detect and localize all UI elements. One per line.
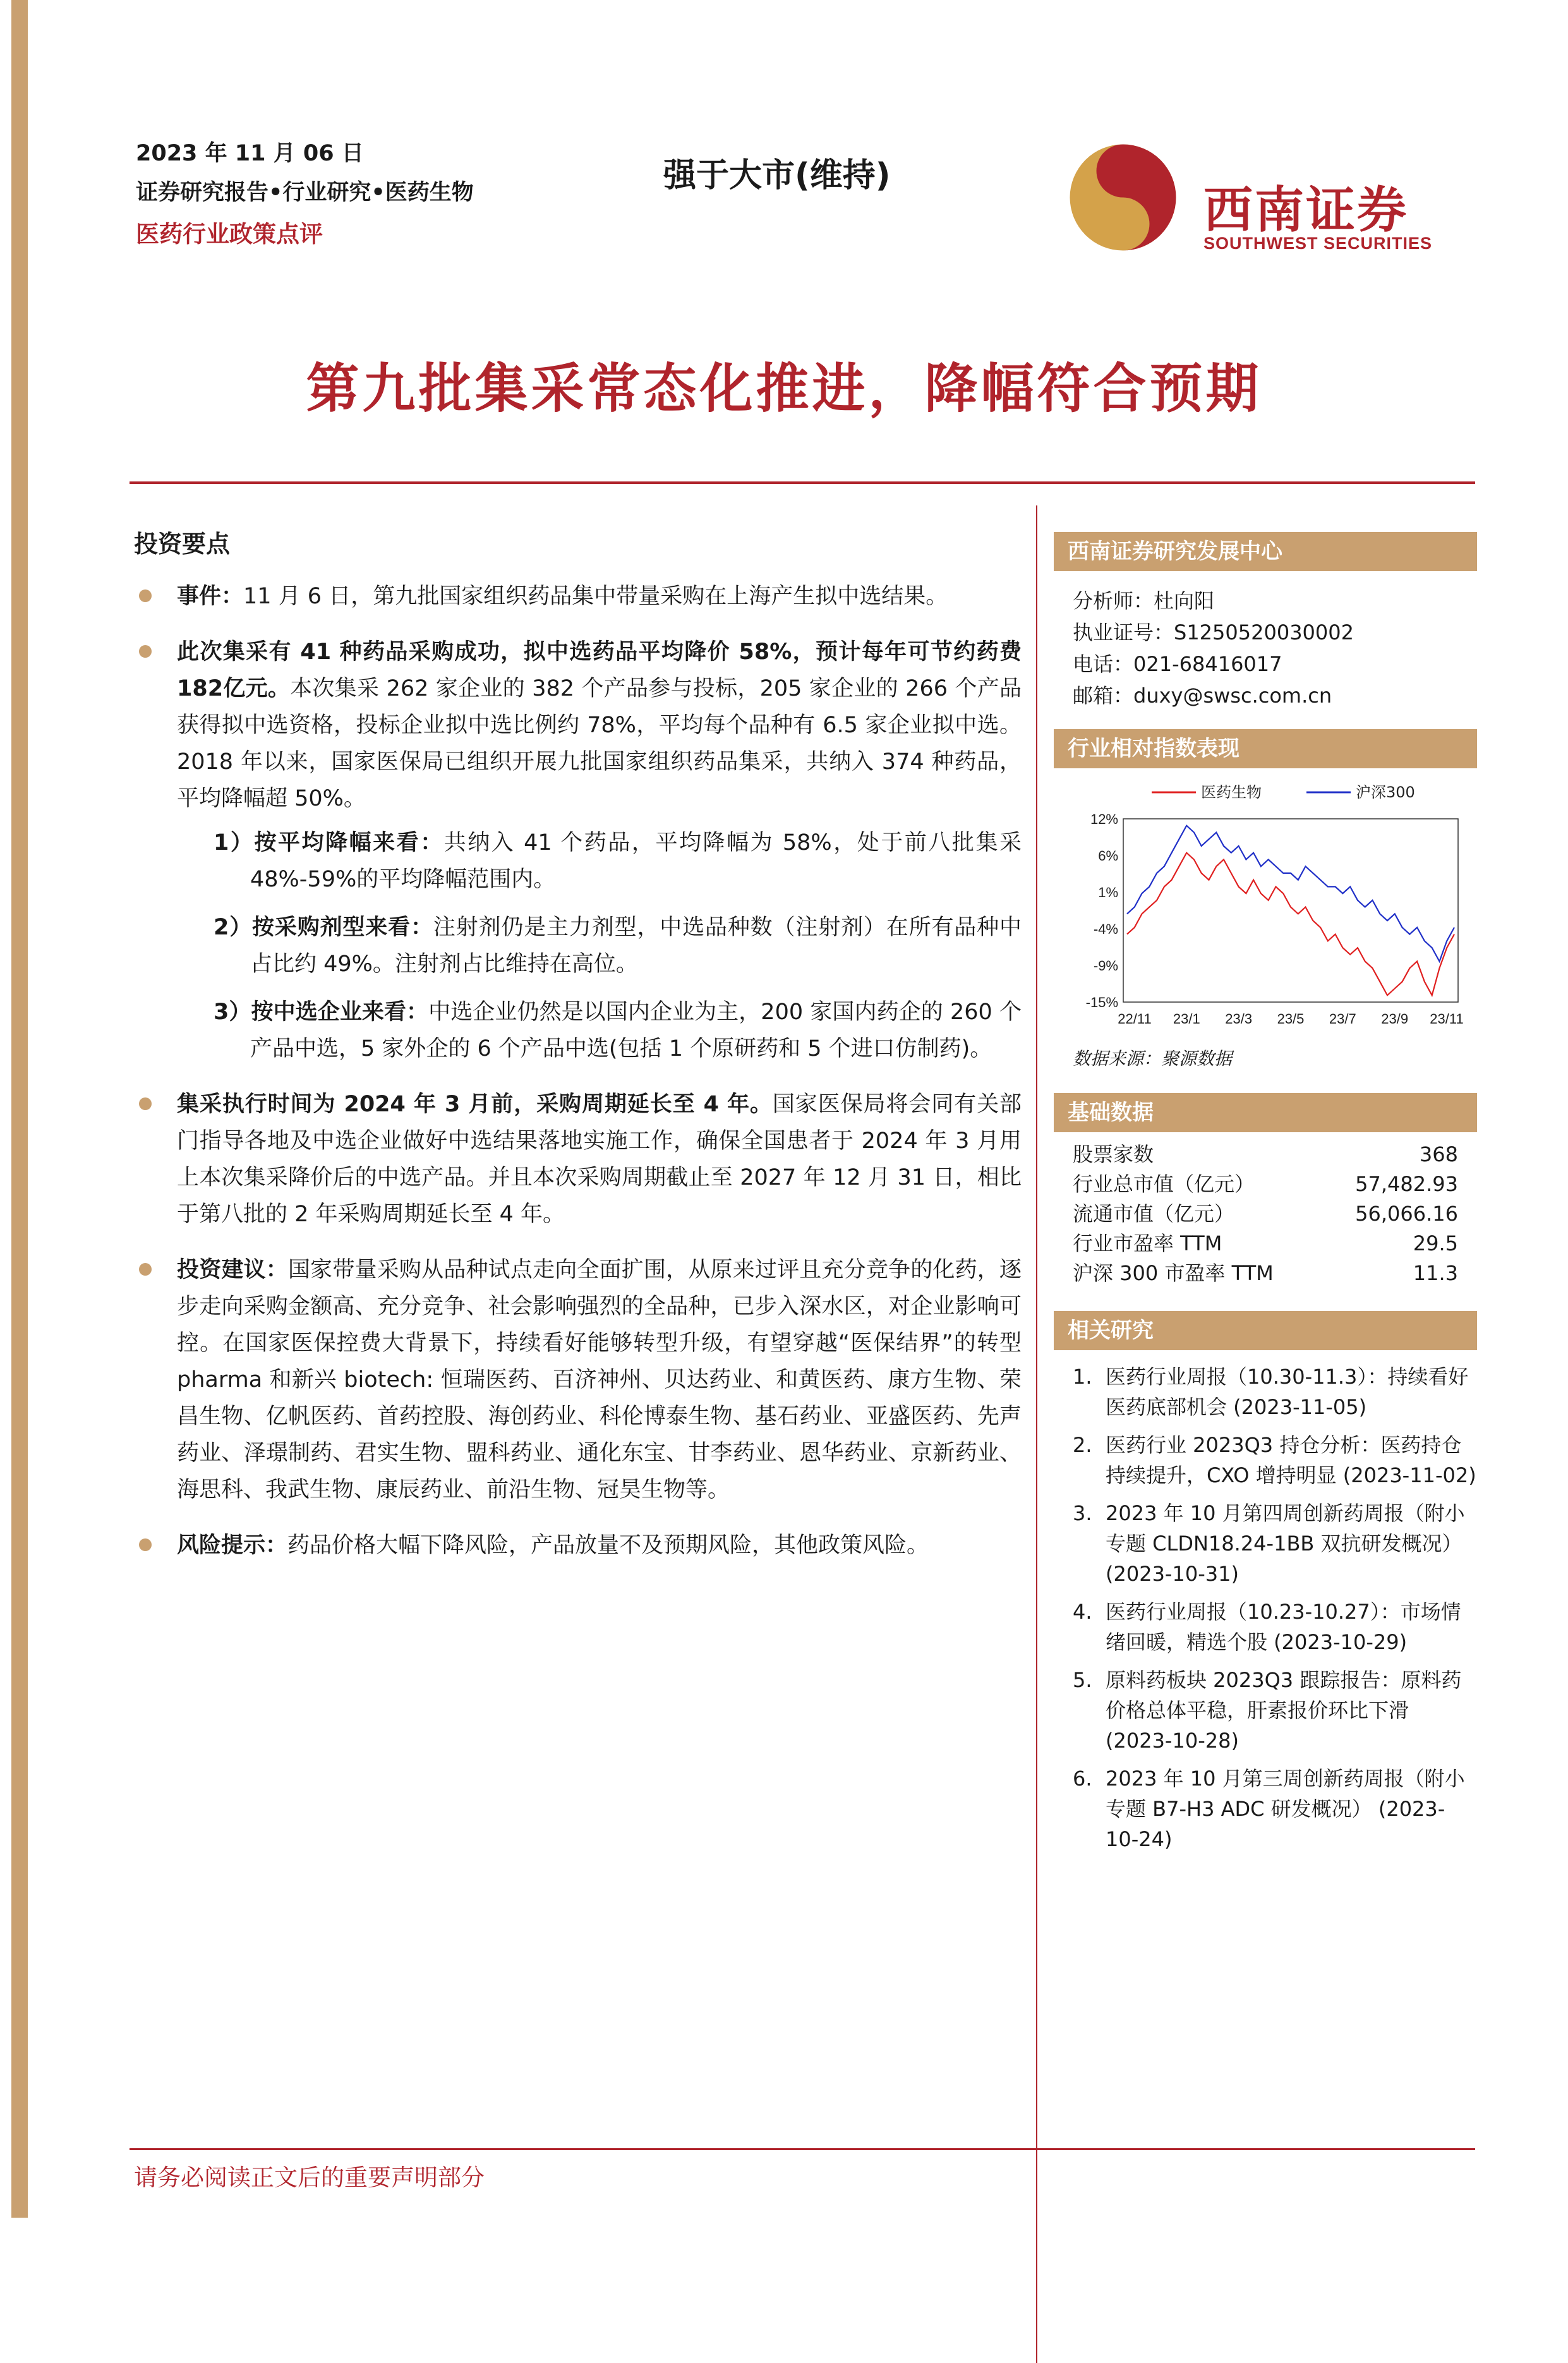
y-tick-label: 12%: [1090, 811, 1118, 827]
y-tick-label: 1%: [1098, 885, 1118, 900]
related-research-heading: 相关研究: [1054, 1311, 1477, 1350]
analyst-name: 分析师：杜向阳: [1073, 589, 1215, 613]
basic-value: 29.5: [1413, 1231, 1458, 1255]
x-tick-label: 23/3: [1225, 1011, 1253, 1027]
y-tick-label: -9%: [1093, 958, 1118, 974]
column-divider: [1036, 505, 1037, 2363]
left-accent-stripe: [11, 0, 28, 2218]
related-report-title: 2023 年 10 月第四周创新药周报（附小专题 CLDN18.24-1BB 双抗研发概况） (2023-10-31): [1106, 1501, 1465, 1586]
basic-value: 57,482.93: [1355, 1172, 1458, 1196]
sub-point-price-drop: [177, 825, 1022, 898]
series-line-hs300: [1127, 826, 1454, 962]
bullet-dot-icon: [139, 1538, 152, 1551]
series-line-pharma: [1127, 853, 1454, 996]
sub-text: 共纳入 41 个药品，平均降幅为 58%，处于前八批集采48%-59%的平均降幅范围内。: [250, 830, 1022, 892]
x-tick-label: 23/11: [1430, 1011, 1464, 1027]
basic-value: 11.3: [1413, 1261, 1458, 1285]
chart-plot-frame: [1123, 819, 1458, 1002]
phone: 电话：021-68416017: [1073, 652, 1282, 676]
basic-value: 368: [1419, 1142, 1458, 1166]
bullet-dot-icon: [139, 645, 152, 658]
footer-disclaimer: 请务必阅读正文后的重要声明部分: [134, 2164, 485, 2191]
bullet-label: 风险提示：: [177, 1533, 288, 1558]
bullet-procurement: [134, 634, 1022, 1067]
title-divider: [130, 481, 1475, 484]
y-tick-label: -4%: [1093, 921, 1118, 937]
basic-data-row: [1054, 1140, 1477, 1169]
related-report-number: 6.: [1073, 1767, 1092, 1791]
analyst-contact: [1054, 571, 1477, 711]
basic-data-row: [1054, 1259, 1477, 1288]
related-report-number: 2.: [1073, 1433, 1092, 1457]
x-tick-label: 23/9: [1381, 1011, 1409, 1027]
x-tick-label: 22/11: [1118, 1011, 1152, 1027]
sub-label: 3）按中选企业来看：: [214, 1000, 429, 1025]
sub-point-dosage-form: [177, 909, 1022, 982]
brand-logo-icon: [1068, 142, 1178, 253]
related-report-number: 1.: [1073, 1365, 1092, 1389]
summary-heading: 投资要点: [134, 530, 231, 558]
related-report-title: 原料药板块 2023Q3 跟踪报告：原料药价格总体平稳，肝素报价环比下滑 (2023-10-28): [1106, 1668, 1462, 1753]
legend-label: 医药生物: [1201, 783, 1262, 801]
brand-name-cn: 西南证券: [1203, 181, 1409, 239]
report-type: 医药行业政策点评: [136, 221, 323, 248]
related-report-number: 5.: [1073, 1668, 1092, 1692]
email-link[interactable]: 邮箱：duxy@swsc.com.cn: [1073, 684, 1332, 708]
sub-label: 1）按平均降幅来看：: [214, 830, 444, 855]
y-tick-label: 6%: [1098, 848, 1118, 864]
related-report-number: 4.: [1073, 1600, 1092, 1624]
brand-name-en: SOUTHWEST SECURITIES: [1203, 234, 1433, 253]
bullet-dot-icon: [139, 1263, 152, 1276]
legend-label: 沪深300: [1356, 783, 1415, 801]
bullet-dot-icon: [139, 589, 152, 602]
bullet-text: 药品价格大幅下降风险，产品放量不及预期风险，其他政策风险。: [287, 1533, 929, 1558]
bullet-execution-time: [134, 1086, 1022, 1233]
basic-data-row: [1054, 1199, 1477, 1229]
bullet-label: 事件：: [177, 584, 244, 609]
license-number: 执业证号：S1250520030002: [1073, 620, 1354, 644]
investment-summary: [134, 524, 1022, 1583]
related-report-number: 3.: [1073, 1501, 1092, 1525]
basic-value: 56,066.16: [1355, 1202, 1458, 1226]
bullet-investment-advice: [134, 1252, 1022, 1508]
bullet-label: 投资建议：: [177, 1257, 288, 1283]
related-report-title: 医药行业周报（10.30-11.3）：持续看好医药底部机会 (2023-11-05): [1106, 1365, 1469, 1419]
related-report-link[interactable]: [1054, 1763, 1477, 1854]
bullet-text: 国家医保局将会同有关部门指导各地及中选企业做好中选结果落地实施工作，确保全国患者于 2024 年 3 月用上本次集采降价后的中选产品。并且本次采购周期截止至 2027 年 12 月 31 日，相比于第八批的 2 年采购周期延长至 4 年。: [177, 1092, 1022, 1227]
bullet-text: 国家带量采购从品种试点走向全面扩围，从原来过评且充分竞争的化药，逐步走向采购金额高、充分竞争、社会影响强烈的全品种，已步入深水区，对企业影响可控。在国家医保控费大背景下，持续看好能够转型升级，有望穿越“医保结界”的转型 pharma 和新兴 biotech: 恒瑞医药、百济神州、贝达药业、和黄医药、康方生物、荣昌生物、亿帆医药、首药控股、海创药业、科伦博泰生物、基石药业、亚盛医药、先声药业、泽璟制药、君实生物、盟科药业、通化东宝、甘李药业、恩华药业、京新药业、海思科、我武生物、康辰药业、前沿生物、冠昊生物等。: [177, 1257, 1022, 1502]
related-report-link[interactable]: [1054, 1362, 1477, 1422]
basic-key: 行业总市值（亿元）: [1073, 1172, 1255, 1196]
chart-heading: 行业相对指数表现: [1054, 729, 1477, 768]
sidebar: [1054, 532, 1477, 1862]
related-report-link[interactable]: [1054, 1430, 1477, 1490]
bullet-risk: [134, 1527, 1022, 1564]
related-report-title: 医药行业 2023Q3 持仓分析：医药持仓持续提升，CXO 增持明显 (2023-11-02): [1106, 1433, 1476, 1487]
y-tick-label: -15%: [1085, 994, 1118, 1010]
sub-text: 注射剂仍是主力剂型，中选品种数（注射剂）在所有品种中占比约 49%。注射剂占比维持在高位。: [250, 915, 1022, 977]
report-date: 2023 年 11 月 06 日: [136, 141, 364, 166]
relative-index-chart: [1054, 775, 1477, 1040]
related-report-link[interactable]: [1054, 1498, 1477, 1589]
bullet-dot-icon: [139, 1097, 152, 1110]
basic-key: 行业市盈率 TTM: [1073, 1231, 1222, 1255]
related-report-title: 医药行业周报（10.23-10.27）：市场情绪回暖，精选个股 (2023-10-29): [1106, 1600, 1461, 1654]
bullet-text: 本次集采 262 家企业的 382 个产品参与投标，205 家企业的 266 个产品获得拟中选资格，投标企业拟中选比例约 78%，平均每个品种有 6.5 家企业拟中选。2018 年以来，国家医保局已组织开展九批国家组织药品集采，共纳入 374 种药品，平均降幅超 50%。: [177, 676, 1022, 811]
related-research-section: [1054, 1311, 1477, 1854]
index-chart-section: [1054, 729, 1477, 1070]
report-title: 第九批集采常态化推进，降幅符合预期: [306, 357, 1262, 420]
basic-data-section: [1054, 1093, 1477, 1288]
sub-text: 中选企业仍然是以国内企业为主，200 家国内药企的 260 个产品中选，5 家外企的 6 个产品中选(包括 1 个原研药和 5 个进口仿制药)。: [250, 1000, 1022, 1061]
report-category: 证券研究报告•行业研究•医药生物: [136, 180, 474, 205]
x-tick-label: 23/1: [1173, 1011, 1200, 1027]
bullet-bold-lead: 此次集采有 41 种药品采购成功，拟中选药品平均降价 58%，预计每年可节约药费 182亿元。: [177, 639, 1022, 701]
x-tick-label: 23/7: [1329, 1011, 1356, 1027]
x-tick-label: 23/5: [1277, 1011, 1305, 1027]
basic-data-row: [1054, 1169, 1477, 1199]
research-center-heading: 西南证券研究发展中心: [1054, 532, 1477, 571]
related-report-link[interactable]: [1054, 1665, 1477, 1756]
bullet-event: [134, 578, 1022, 615]
chart-source: 数据来源：聚源数据: [1073, 1048, 1233, 1069]
basic-key: 流通市值（亿元）: [1073, 1202, 1235, 1226]
related-report-title: 2023 年 10 月第三周创新药周报（附小专题 B7-H3 ADC 研发概况） (2023-10-24): [1106, 1767, 1465, 1851]
bullet-bold-lead: 集采执行时间为 2024 年 3 月前，采购周期延长至 4 年。: [177, 1092, 773, 1117]
basic-data-row: [1054, 1229, 1477, 1259]
footer-divider: [130, 2148, 1475, 2150]
bullet-text: 11 月 6 日，第九批国家组织药品集中带量采购在上海产生拟中选结果。: [243, 584, 948, 609]
sub-label: 2）按采购剂型来看：: [214, 915, 433, 940]
basic-data-heading: 基础数据: [1054, 1093, 1477, 1132]
related-report-link[interactable]: [1054, 1597, 1477, 1657]
basic-key: 沪深 300 市盈率 TTM: [1073, 1261, 1274, 1285]
basic-key: 股票家数: [1073, 1142, 1154, 1166]
sub-point-winning-firms: [177, 994, 1022, 1067]
industry-rating: 强于大市(维持): [663, 157, 891, 195]
